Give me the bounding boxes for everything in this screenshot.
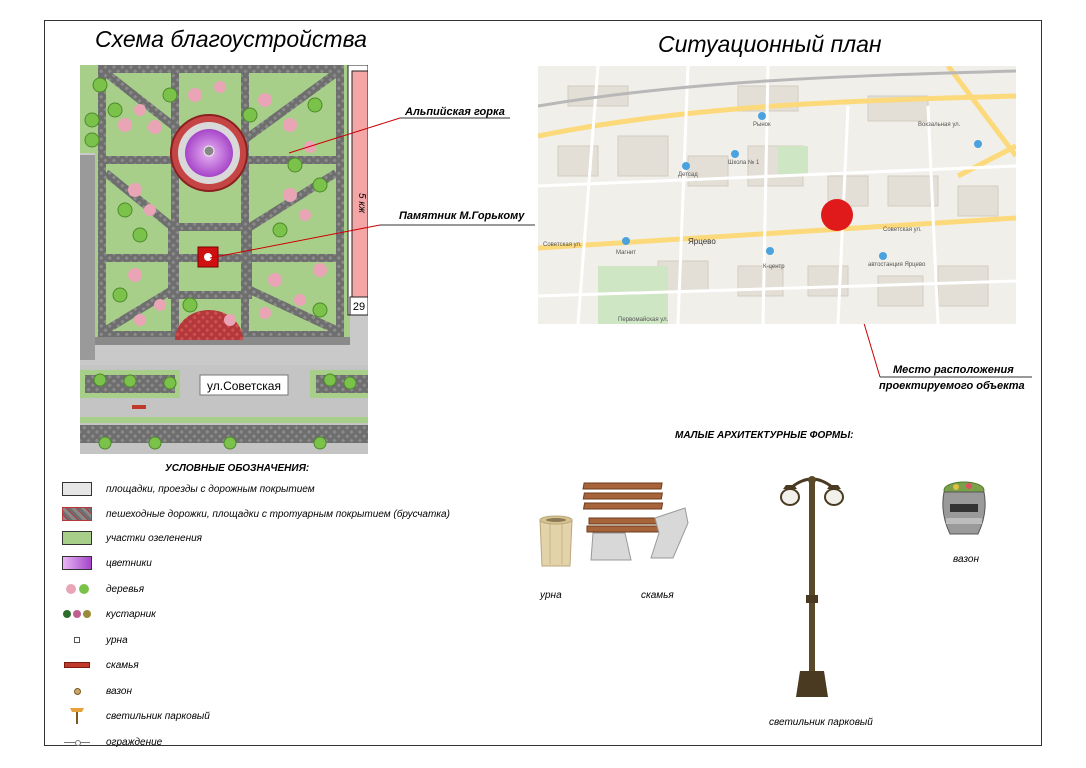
situation-title: Ситуационный план (658, 31, 882, 57)
legend-item-vase: вазон (62, 683, 132, 699)
legend-heading: УСЛОВНЫЕ ОБОЗНАЧЕНИЯ: (165, 463, 310, 474)
scheme-title: Схема благоустройства (95, 26, 367, 52)
svg-text:Вокзальная ул.: Вокзальная ул. (918, 122, 961, 128)
greenery-swatch (62, 531, 92, 545)
bench-caption: скамья (641, 590, 674, 601)
svg-text:К-центр: К-центр (763, 264, 785, 270)
building-label: 5 кж (356, 193, 367, 213)
maf-heading: МАЛЫЕ АРХИТЕКТУРНЫЕ ФОРМЫ: (675, 430, 854, 441)
location-label-line1: Место расположения (893, 364, 1014, 376)
svg-text:Рынок: Рынок (753, 122, 771, 128)
park-lamp-icon (70, 708, 84, 724)
legend-item-flowerbed: цветники (62, 555, 152, 571)
building-number: 29 (352, 301, 366, 313)
legend-item-greenery: участки озеленения (62, 530, 202, 546)
bench-icon (64, 662, 90, 668)
svg-text:автостанция Ярцево: автостанция Ярцево (868, 262, 926, 268)
legend-item-trees: деревья (62, 581, 144, 597)
callout-monument: Памятник М.Горькому (399, 210, 525, 222)
vase-image (936, 478, 992, 538)
svg-text:Первомайская ул.: Первомайская ул. (618, 317, 669, 323)
legend-item-bench: скамья (62, 657, 139, 673)
svg-text:Советская ул.: Советская ул. (883, 227, 922, 233)
svg-text:Магнит: Магнит (616, 250, 637, 256)
vase-caption: вазон (953, 554, 979, 565)
street-label: ул.Советская (207, 379, 281, 393)
fence-icon (64, 742, 90, 743)
bench-image (573, 478, 693, 570)
legend-item-park-lamp: светильник парковый (62, 708, 210, 724)
legend-item-fence: ограждение (62, 734, 162, 750)
tree-icon (66, 584, 89, 594)
situation-map (538, 66, 1016, 324)
lamp-caption: светильник парковый (769, 717, 873, 728)
flowerbed-swatch (62, 556, 92, 570)
cobblestone-swatch (62, 507, 92, 521)
legend-item-urn: урна (62, 632, 128, 648)
urn-icon (74, 637, 80, 643)
paved-area-swatch (62, 482, 92, 496)
urn-caption: урна (540, 590, 562, 601)
legend-item-paved: площадки, проезды с дорожным покрытием (62, 481, 315, 497)
callout-alpine-hill: Альпийская горка (405, 106, 505, 118)
vase-icon (74, 688, 81, 695)
shrub-icon (63, 610, 91, 618)
map-city-label: Ярцево (688, 237, 716, 246)
legend-item-shrubs: кустарник (62, 606, 156, 622)
svg-text:Детсад: Детсад (678, 172, 698, 178)
object-location-marker (821, 199, 853, 231)
svg-text:Школа № 1: Школа № 1 (728, 160, 760, 166)
legend-item-cobble: пешеходные дорожки, площадки с тротуарным покрытием (брусчатка) (62, 506, 450, 522)
svg-text:Советская ул.: Советская ул. (543, 242, 582, 248)
location-label-line2: проектируемого объекта (879, 380, 1025, 392)
park-lamp-image (776, 475, 848, 703)
